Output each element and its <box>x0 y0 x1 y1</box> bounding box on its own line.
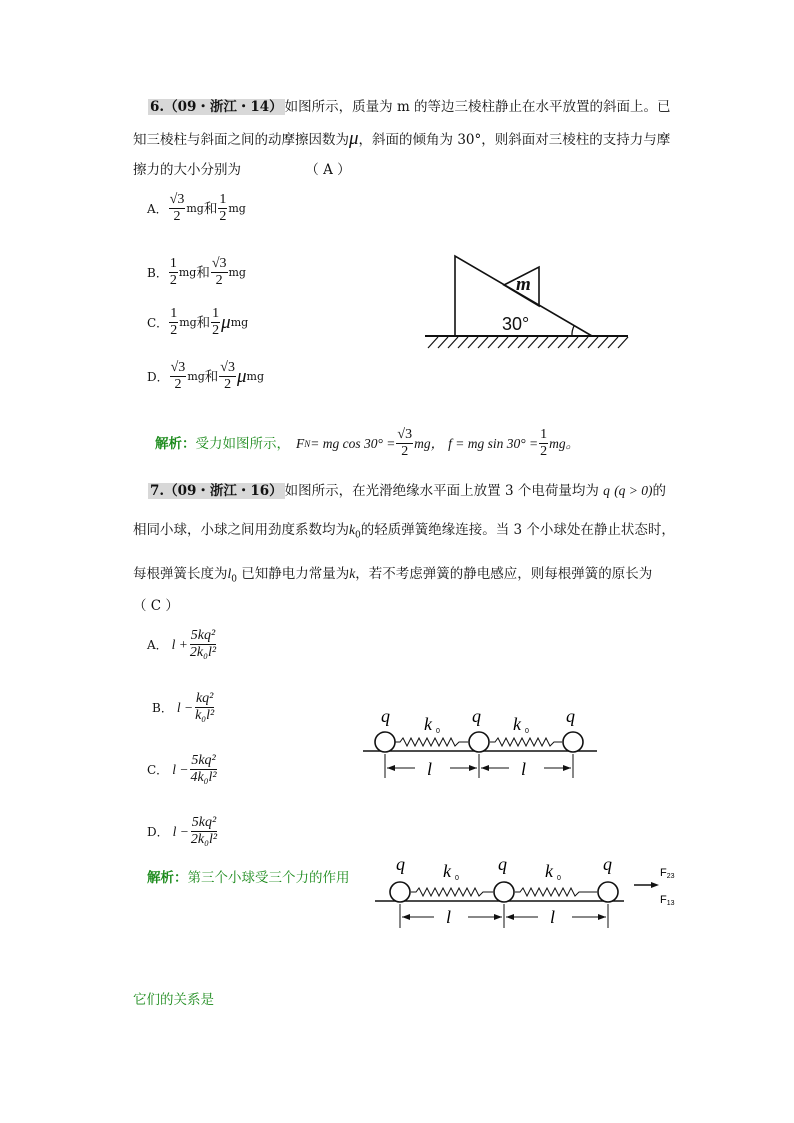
q7-text2a: 相同小球，小球之间用劲度系数均为 <box>133 522 349 538</box>
q6-line3 <box>133 160 351 180</box>
option-label: B． <box>152 700 173 715</box>
option-op: l − <box>172 761 189 777</box>
l-symbol: l <box>227 566 232 581</box>
length-markers <box>400 904 608 928</box>
den: 2 <box>401 444 409 459</box>
num: √3 <box>220 360 235 375</box>
den: 4k₀l² <box>190 770 217 785</box>
ball <box>469 732 489 752</box>
length-label: l <box>550 907 556 927</box>
mg: mg <box>230 315 249 329</box>
fraction <box>194 691 215 724</box>
q6-option-d <box>147 360 264 393</box>
num: 5kq² <box>191 815 217 830</box>
and: 和 <box>196 314 211 331</box>
num: 1 <box>169 256 177 271</box>
q7-line1 <box>148 481 666 501</box>
analysis-f: f = mg sin 30° = <box>448 435 539 451</box>
option-op: l − <box>176 699 194 715</box>
den: 2 <box>224 377 232 392</box>
q6-analysis <box>155 427 579 460</box>
q7-text3b: 已知静电力常量为 <box>237 566 350 582</box>
spring-k-sub: 0 <box>436 728 440 735</box>
q7-text3c: ，若不考虑弹簧的静电感应，则每根弹簧的原长为 <box>355 566 653 582</box>
q7-option-a <box>147 628 218 661</box>
f13-symbol: F <box>660 894 667 906</box>
spring <box>395 738 468 746</box>
angle-arc <box>572 326 574 336</box>
num: √3 <box>211 256 227 271</box>
q7-text3a: 每根弹簧长度为 <box>133 566 228 582</box>
charge-label: q <box>603 854 612 874</box>
den: k₀l² <box>195 708 215 723</box>
fraction <box>189 628 217 661</box>
spring-figure-bottom <box>372 850 682 930</box>
fraction <box>169 306 178 339</box>
den: 2 <box>212 323 220 338</box>
fraction <box>170 360 187 393</box>
mg: mg <box>187 369 205 383</box>
option-op: l − <box>172 823 189 839</box>
den: 2 <box>215 273 223 288</box>
option-label: C． <box>147 315 169 330</box>
mg: mg <box>246 369 265 383</box>
den: 2k₀l² <box>190 832 218 847</box>
charge-label: q <box>498 854 507 874</box>
length-label: l <box>446 907 452 927</box>
mg: mg <box>186 201 204 215</box>
q6-option-b <box>147 256 246 289</box>
length-label: l <box>427 759 433 779</box>
fraction <box>211 306 220 339</box>
mass-label: m <box>516 274 531 295</box>
spring-k-label: k <box>513 714 521 734</box>
ball <box>563 732 583 752</box>
q6-answer: （ A ） <box>305 162 351 178</box>
analysis-text: 第三个小球受三个力的作用 <box>187 870 350 886</box>
q6-tag: 6.（09・浙江・14） <box>150 99 283 115</box>
q6-text2a: 知三棱柱与斜面之间的动摩擦因数为 <box>133 132 349 148</box>
ball <box>494 882 514 902</box>
num: 5kq² <box>191 753 216 768</box>
option-label: B． <box>147 265 168 280</box>
q7-option-b <box>152 691 216 724</box>
num: 1 <box>212 306 220 321</box>
den: 2 <box>219 209 227 224</box>
q7-tag: 7.（09・浙江・16） <box>150 483 283 499</box>
fraction <box>169 192 186 225</box>
mg: mg <box>178 265 197 279</box>
den: 2 <box>173 209 181 224</box>
num: √3 <box>169 192 185 207</box>
option-label: D． <box>147 369 169 384</box>
and: 和 <box>196 264 210 281</box>
q6-line1 <box>148 97 671 117</box>
fraction <box>219 360 236 393</box>
incline-figure <box>420 250 635 355</box>
mu-symbol: μ <box>236 365 247 387</box>
force-label-f23 <box>660 867 675 880</box>
analysis-label: 解析： <box>155 435 196 452</box>
fn-symbol: F <box>296 435 305 451</box>
q7-text1b: 的 <box>652 483 667 499</box>
spring-k-label: k <box>443 861 451 881</box>
angle-label: 30° <box>502 314 530 334</box>
ball <box>375 732 395 752</box>
option-label: C． <box>147 762 169 777</box>
analysis-label: 解析： <box>147 870 188 886</box>
k0-symbol: k <box>349 522 355 537</box>
analysis-text: 受力如图所示， <box>195 435 290 452</box>
q7-line2: 相同小球，小球之间用劲度系数均为$k_0$的轻质弹簧绝缘连接。当 3 个小球处在静止状态时， <box>133 522 675 541</box>
charge-label: q <box>381 706 390 726</box>
num: 1 <box>540 427 548 442</box>
spring-k-label: k <box>545 861 553 881</box>
fraction <box>218 192 227 225</box>
option-label: A． <box>147 637 168 652</box>
den: 2 <box>170 323 178 338</box>
force-label-f13 <box>660 894 675 907</box>
fn-sub: N <box>304 438 311 449</box>
spring-k-label: k <box>424 714 432 734</box>
q6-text3: 擦力的大小分别为 <box>133 162 241 178</box>
q6-option-c <box>147 306 248 339</box>
k-symbol: k <box>349 566 356 581</box>
relation-text: 它们的关系是 <box>133 992 214 1008</box>
num: √3 <box>397 427 413 442</box>
f23-symbol: F <box>660 867 667 879</box>
analysis-mg2: mg。 <box>549 435 580 451</box>
q-symbol: q <box>603 483 610 498</box>
spring <box>515 888 597 896</box>
q-condition: (q > 0) <box>614 483 653 498</box>
analysis-eq1: = mg cos 30° = <box>310 435 396 451</box>
num: 1 <box>219 192 227 207</box>
force-arrowhead <box>651 882 659 888</box>
fraction <box>211 256 228 289</box>
and: 和 <box>204 368 219 385</box>
den: 2 <box>540 444 548 459</box>
num: kq² <box>195 691 214 706</box>
q6-line2 <box>133 129 670 150</box>
spring-figure-top <box>360 700 600 785</box>
analysis-mg1: mg， <box>414 435 445 451</box>
fraction <box>396 427 413 460</box>
fraction <box>539 427 548 460</box>
option-label: D． <box>147 824 169 839</box>
q7-text2b: 的轻质弹簧绝缘连接。当 3 个小球处在静止状态时， <box>360 522 675 538</box>
q6-option-a <box>147 192 246 225</box>
den: 2 <box>174 377 182 392</box>
f23-sub: 23 <box>666 873 675 880</box>
q7-answer: （ C ） <box>133 598 179 614</box>
spring <box>411 888 493 896</box>
option-label: A． <box>147 201 168 216</box>
ball <box>598 882 618 902</box>
den: 2k₀l² <box>189 645 217 660</box>
q7-option-d <box>147 815 219 848</box>
ground-hatching <box>428 337 628 348</box>
length-label: l <box>521 759 527 779</box>
spring <box>490 738 562 746</box>
spring-k-sub: 0 <box>525 728 529 735</box>
and: 和 <box>203 200 218 217</box>
q6-text1: 如图所示，质量为 m 的等边三棱柱静止在水平放置的斜面上。已 <box>284 99 671 115</box>
mg: mg <box>179 315 197 329</box>
spring-k-sub: 0 <box>455 875 459 882</box>
q7-line3: 每根弹簧长度为$l_0$ 已知静电力常量为k，若不考虑弹簧的静电感应，则每根弹簧的原长为 <box>133 566 653 585</box>
charge-label: q <box>396 854 405 874</box>
den: 2 <box>169 273 177 288</box>
charge-label: q <box>566 706 575 726</box>
charge-label: q <box>472 706 481 726</box>
num: √3 <box>170 360 186 375</box>
length-markers <box>385 754 573 778</box>
q6-text2b: ，斜面的倾角为 30°，则斜面对三棱柱的支持力与摩 <box>358 132 671 148</box>
mg: mg <box>228 201 246 215</box>
mg: mg <box>228 265 246 279</box>
q7-text1a: 如图所示，在光滑绝缘水平面上放置 3 个电荷量均为 <box>284 483 599 499</box>
fraction <box>189 753 217 786</box>
fraction <box>190 815 218 848</box>
ball <box>390 882 410 902</box>
q7-option-c <box>147 753 219 786</box>
mu-symbol: μ <box>349 128 359 149</box>
f13-sub: 13 <box>666 900 675 907</box>
q7-analysis <box>147 868 350 888</box>
mu-symbol: μ <box>221 311 231 333</box>
option-op: l + <box>171 636 188 652</box>
num: 5kq² <box>190 628 216 643</box>
spring-k-sub: 0 <box>557 875 561 882</box>
fraction <box>169 256 178 289</box>
num: 1 <box>170 306 178 321</box>
